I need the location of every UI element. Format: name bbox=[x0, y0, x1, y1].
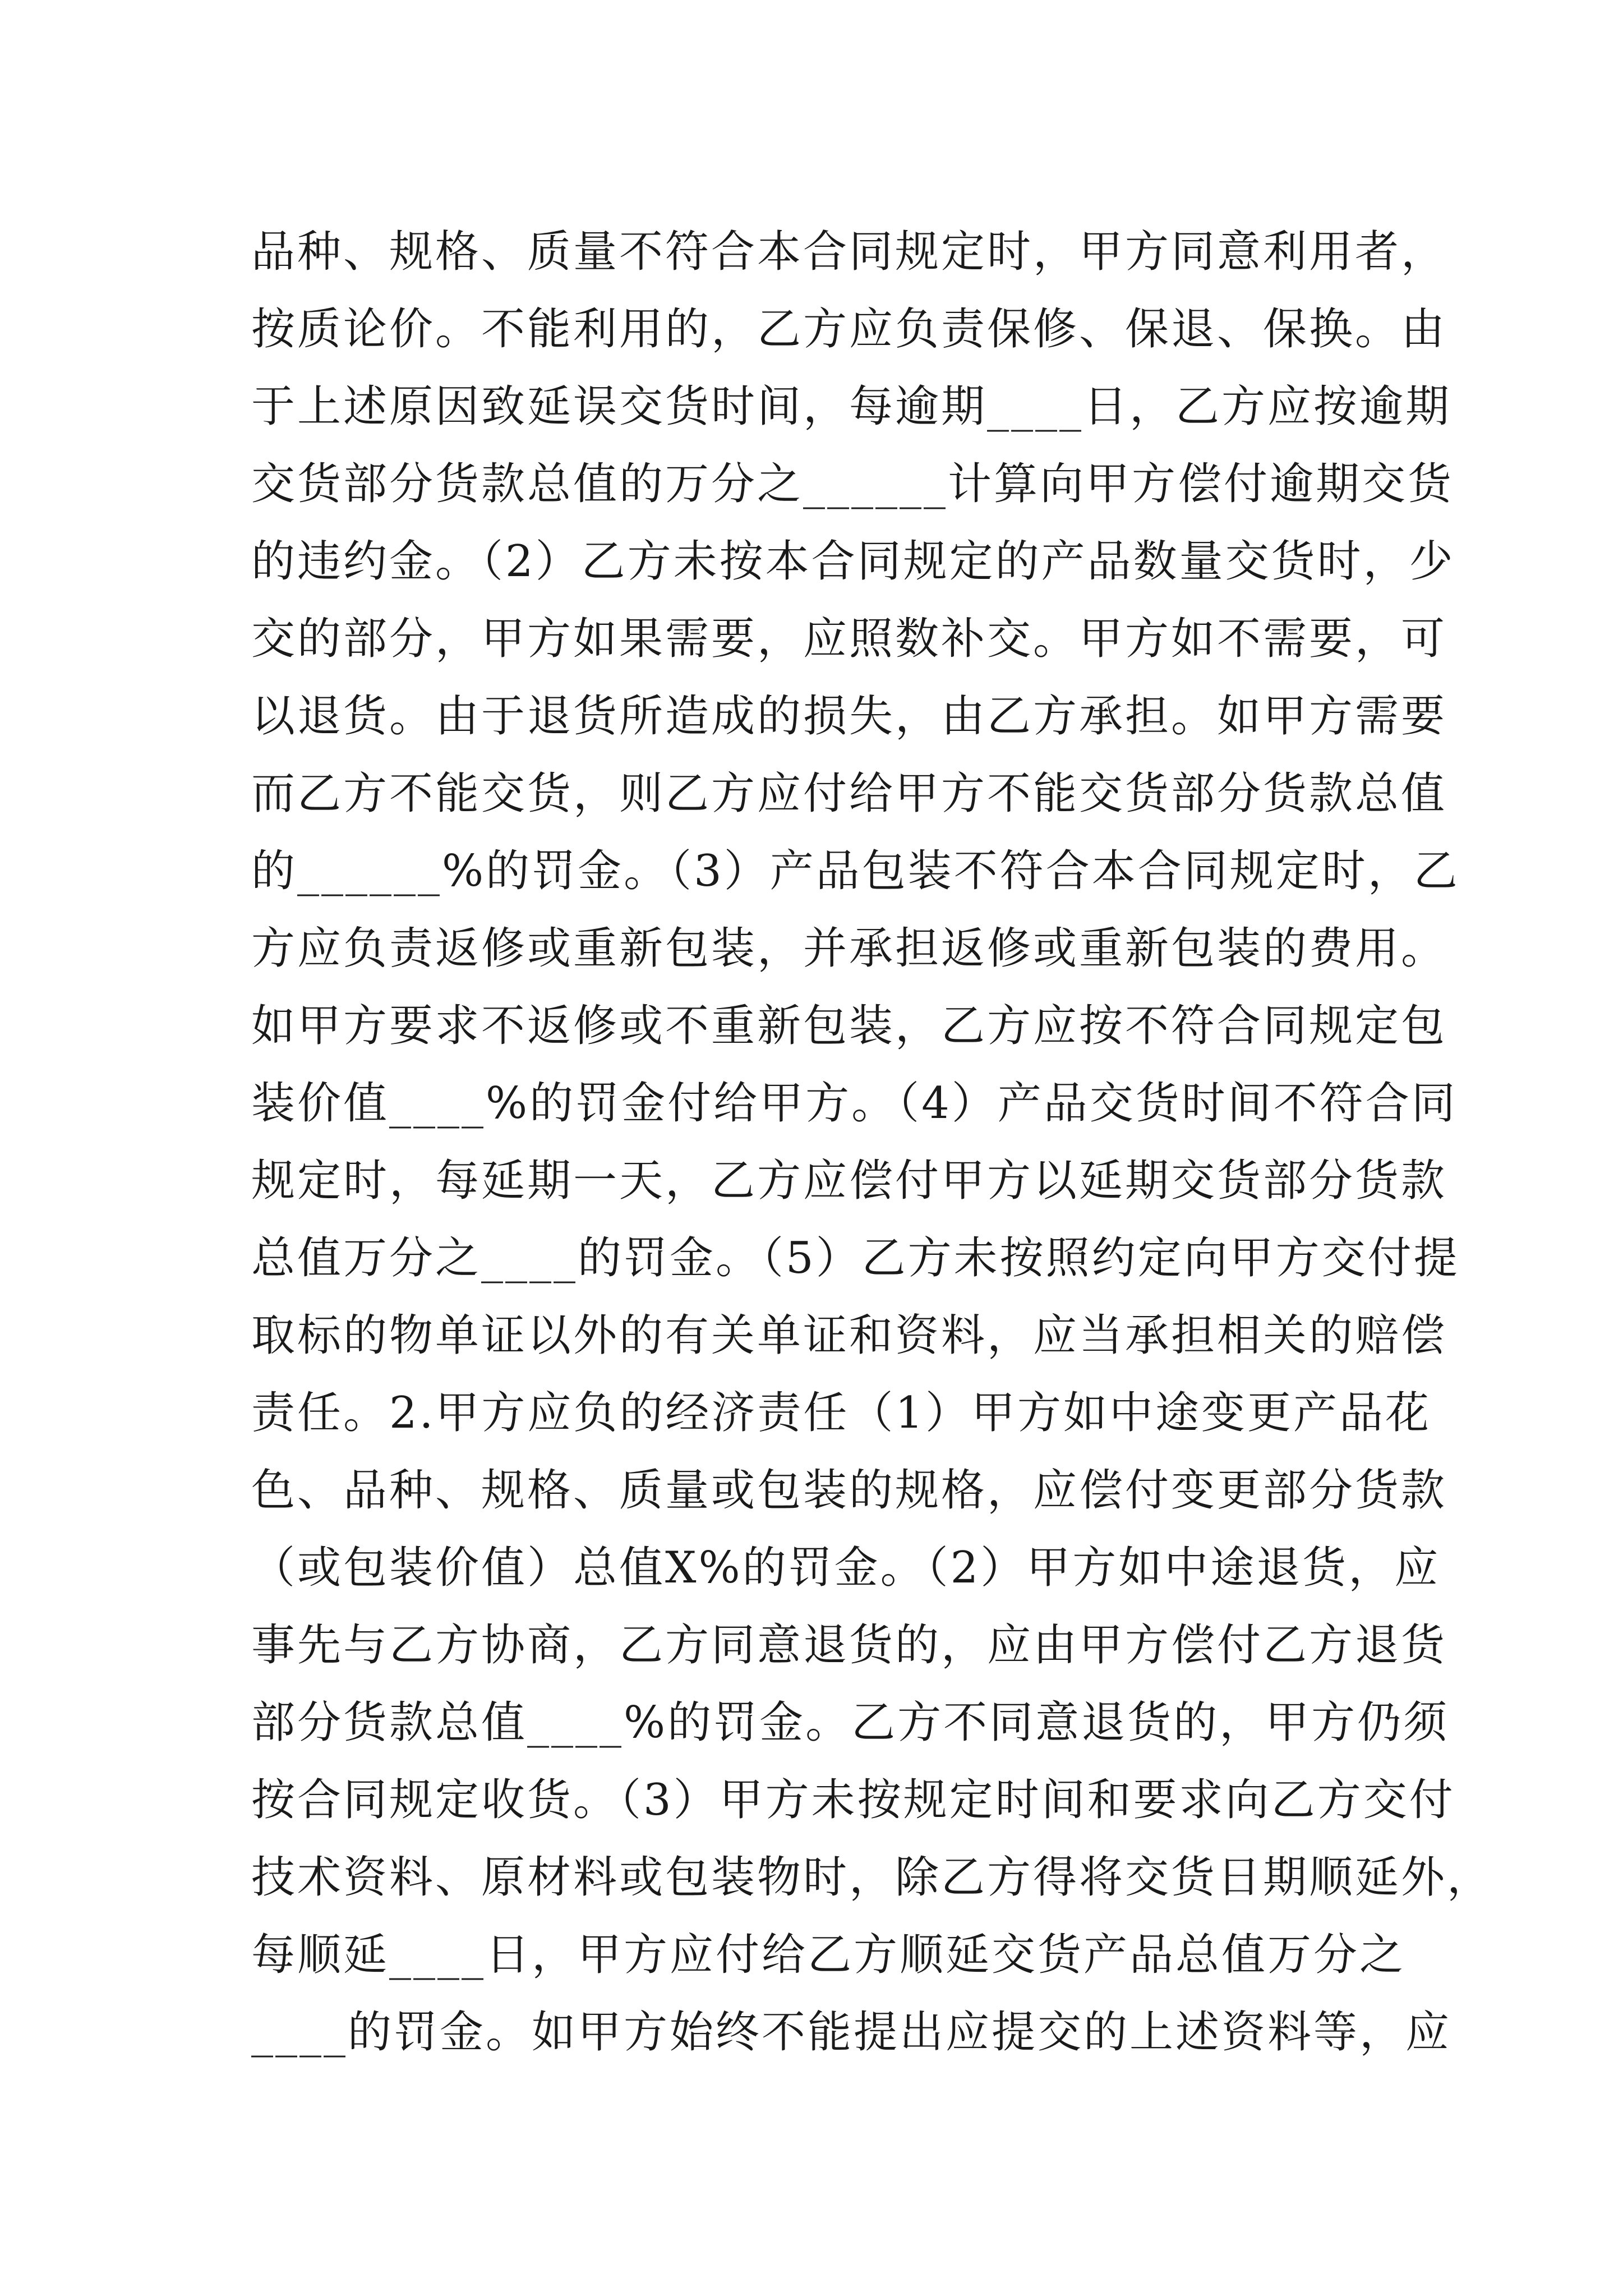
text-line-18: （或包装价值）总值X%的罚金。（2）甲方如中途退货，应 bbox=[251, 1543, 1441, 1593]
text-line-9: 的______%的罚金。（3）产品包装不符合本合同规定时，乙 bbox=[251, 846, 1460, 896]
text-line-23: 每顺延____日，甲方应付给乙方顺延交货产品总值万分之 bbox=[251, 1930, 1406, 1980]
text-line-8: 而乙方不能交货，则乙方应付给甲方不能交货部分货款总值 bbox=[251, 769, 1447, 819]
text-line-5: 的违约金。（2）乙方未按本合同规定的产品数量交货时，少 bbox=[251, 536, 1455, 587]
text-line-20: 部分货款总值____%的罚金。乙方不同意退货的，甲方仍须 bbox=[251, 1697, 1450, 1748]
text-line-16: 责任。2.甲方应负的经济责任（1）甲方如中途变更产品花 bbox=[251, 1388, 1432, 1438]
text-line-24: ____的罚金。如甲方始终不能提出应提交的上述资料等，应 bbox=[251, 2007, 1452, 2058]
text-line-7: 以退货。由于退货所造成的损失，由乙方承担。如甲方需要 bbox=[251, 691, 1447, 742]
text-line-1: 品种、规格、质量不符合本合同规定时，甲方同意利用者， bbox=[251, 227, 1447, 277]
text-line-22: 技术资料、原材料或包装物时，除乙方得将交货日期顺延外， bbox=[251, 1852, 1493, 1903]
text-line-2: 按质论价。不能利用的，乙方应负责保修、保退、保换。由 bbox=[251, 304, 1447, 355]
text-line-21: 按合同规定收货。（3）甲方未按规定时间和要求向乙方交付 bbox=[251, 1775, 1455, 1825]
document-body bbox=[251, 213, 1493, 2071]
text-line-13: 规定时，每延期一天，乙方应偿付甲方以延期交货部分货款 bbox=[251, 1156, 1447, 1206]
text-line-11: 如甲方要求不返修或不重新包装，乙方应按不符合同规定包 bbox=[251, 1001, 1447, 1051]
text-line-4: 交货部分货款总值的万分之______计算向甲方偿付逾期交货 bbox=[251, 459, 1454, 509]
text-line-10: 方应负责返修或重新包装，并承担返修或重新包装的费用。 bbox=[251, 923, 1447, 974]
text-line-6: 交的部分，甲方如果需要，应照数补交。甲方如不需要，可 bbox=[251, 614, 1447, 664]
text-line-17: 色、品种、规格、质量或包装的规格，应偿付变更部分货款 bbox=[251, 1465, 1447, 1516]
text-line-12: 装价值____%的罚金付给甲方。（4）产品交货时间不符合同 bbox=[251, 1078, 1458, 1129]
text-line-3: 于上述原因致延误交货时间，每逾期____日，乙方应按逾期 bbox=[251, 381, 1452, 432]
text-line-19: 事先与乙方协商，乙方同意退货的，应由甲方偿付乙方退货 bbox=[251, 1620, 1447, 1671]
text-line-14: 总值万分之____的罚金。（5）乙方未按照约定向甲方交付提 bbox=[251, 1233, 1460, 1283]
text-line-15: 取标的物单证以外的有关单证和资料，应当承担相关的赔偿 bbox=[251, 1310, 1447, 1361]
